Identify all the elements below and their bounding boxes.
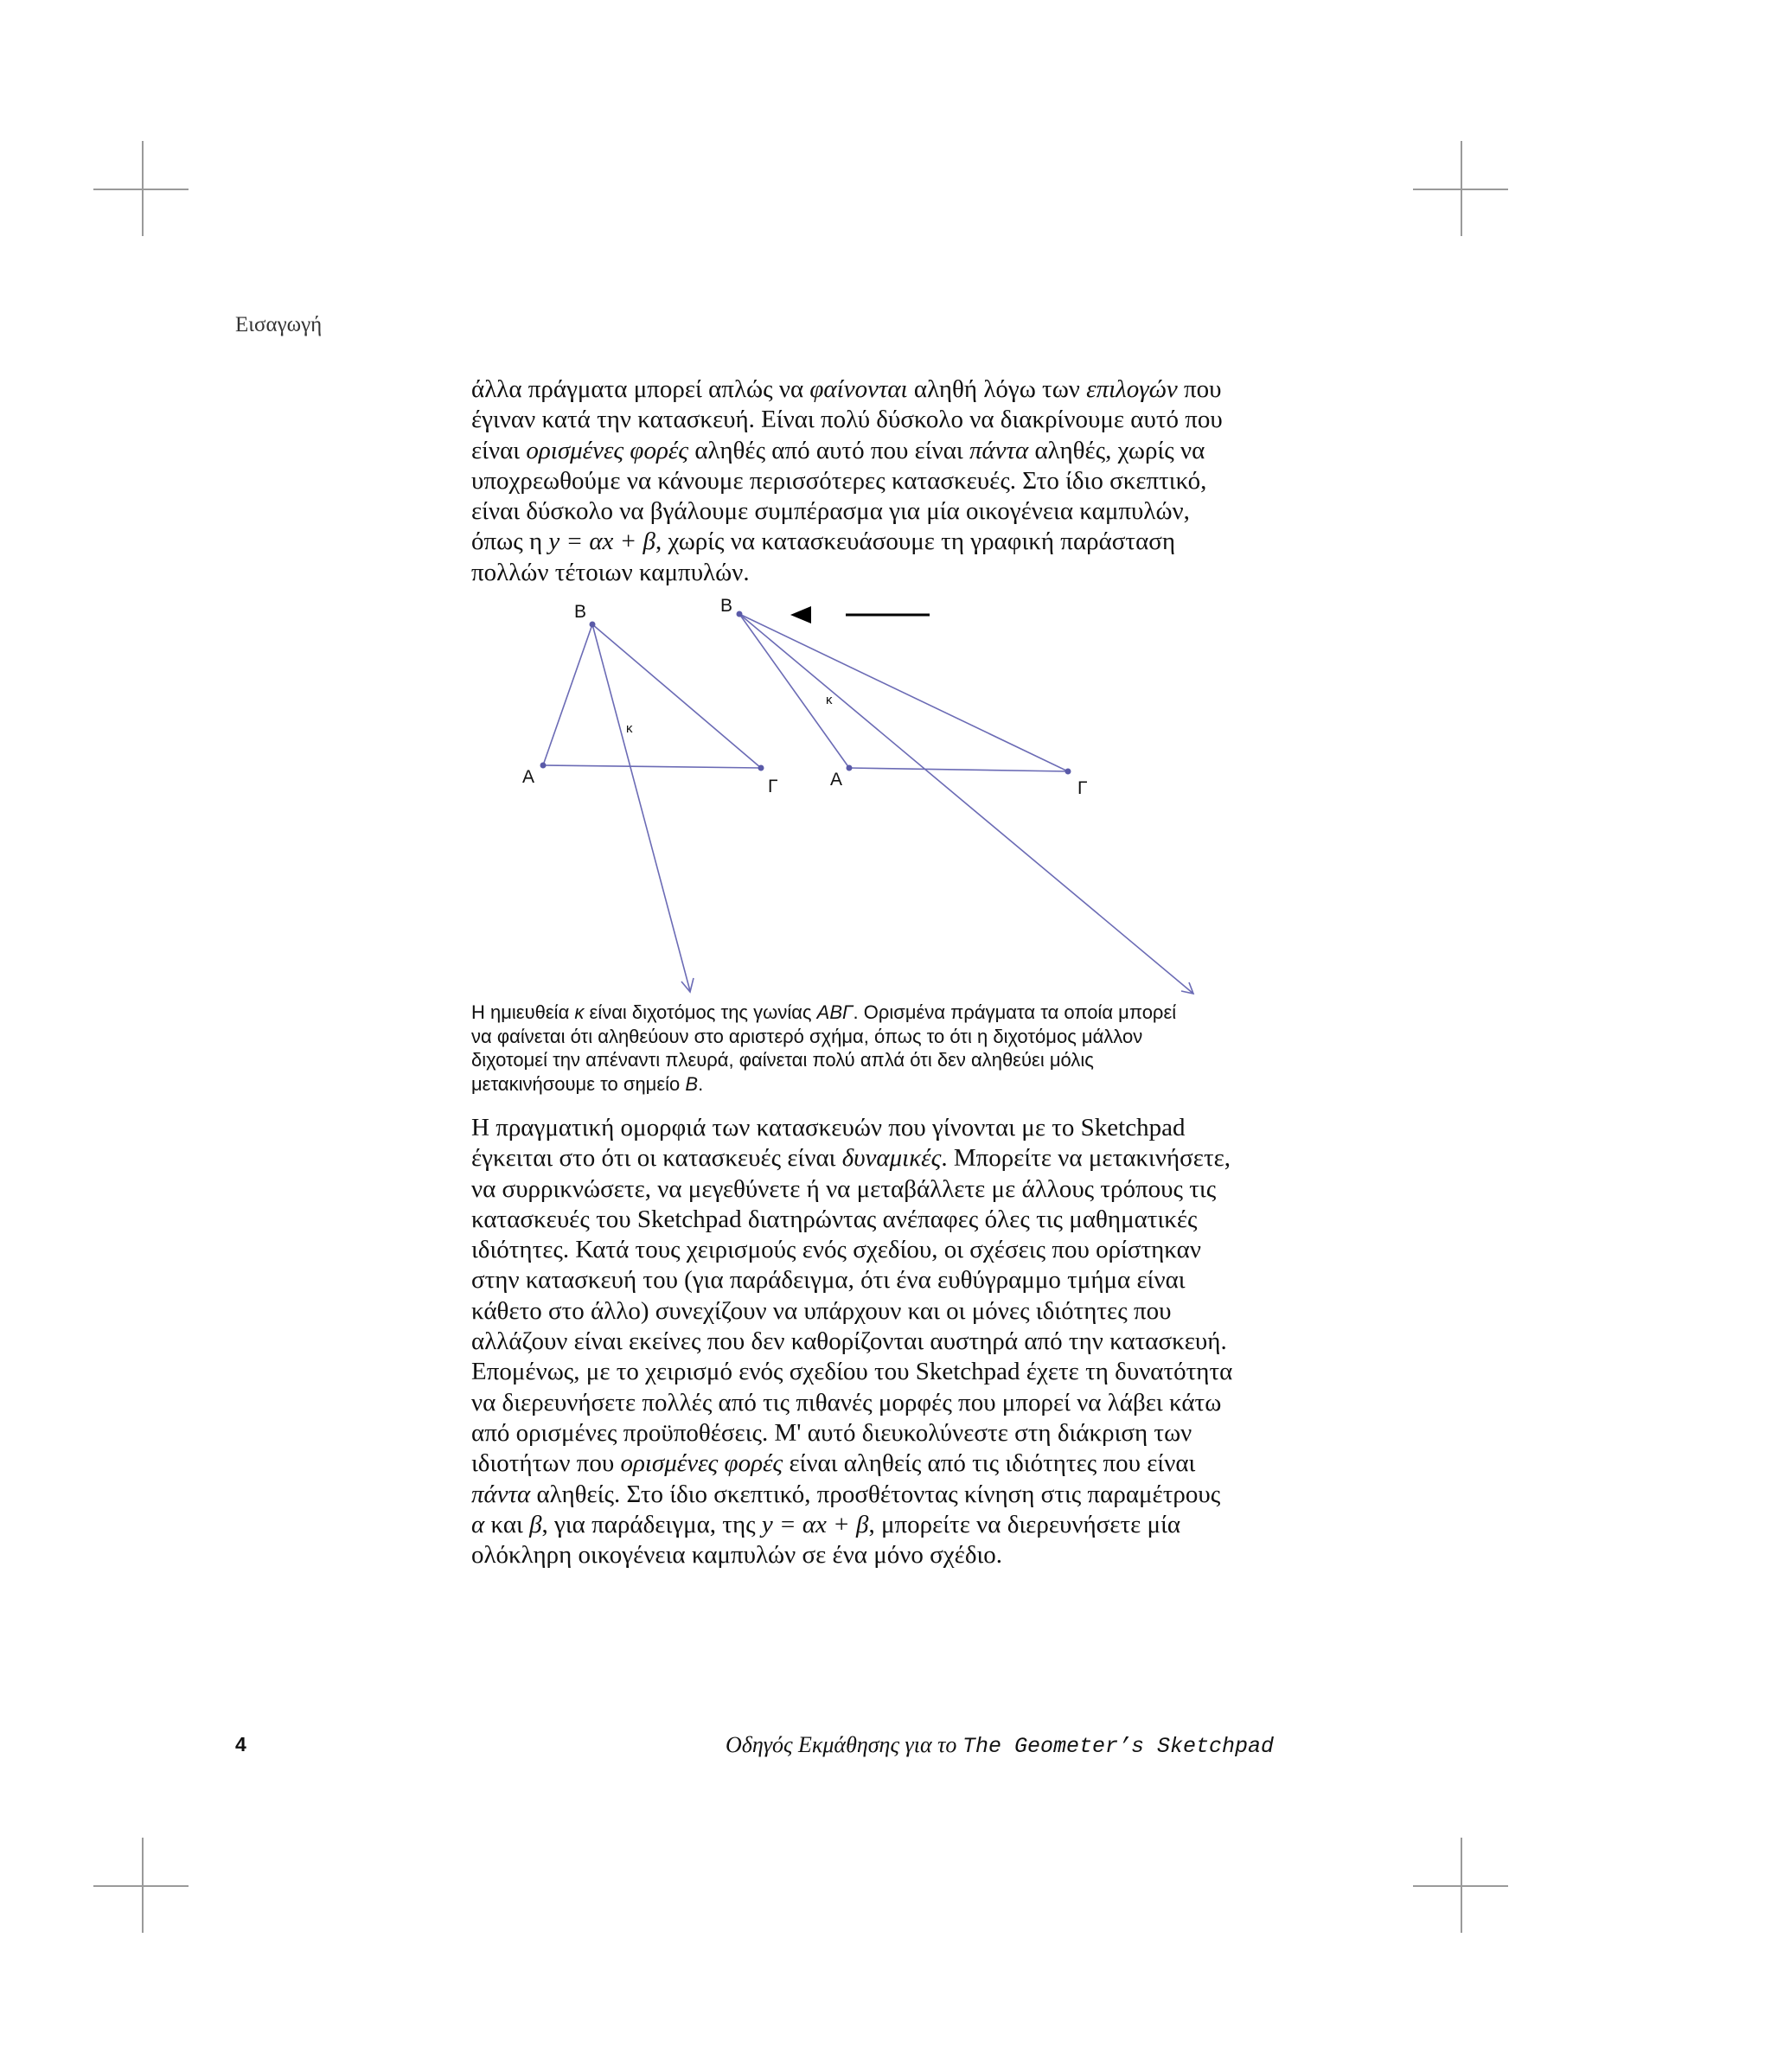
text-line: αλλάζουν είναι εκείνες που δεν καθορίζονται αυστηρά από την κατασκευή. xyxy=(471,1327,1227,1356)
text-line: να συρρικνώσετε, να μεγεθύνετε ή να μεταβάλλετε με άλλους τρόπους τις xyxy=(471,1174,1217,1203)
segment-BG xyxy=(592,624,761,768)
text-line: κάθετο στο άλλο) συνεχίζουν να υπάρχουν και οι μόνες ιδιότητες που xyxy=(471,1296,1172,1325)
text-line: πάντα αληθείς. Στο ίδιο σκεπτικό, προσθέτοντας κίνηση στις παραμέτρους xyxy=(471,1480,1221,1508)
point-A xyxy=(540,763,547,769)
crop-mark xyxy=(1461,141,1462,236)
text-line: α και β, για παράδειγμα, της y = αx + β, μπορείτε να διερευνήσετε μία xyxy=(471,1510,1181,1538)
point-G xyxy=(758,765,764,771)
crop-mark xyxy=(93,1885,189,1887)
text-line: ολόκληρη οικογένεια καμπυλών σε ένα μόνο σχέδιο. xyxy=(471,1541,1003,1570)
segment-AB xyxy=(543,624,592,765)
crop-mark xyxy=(1461,1838,1462,1933)
point-A xyxy=(847,765,853,771)
paragraph-dynamic xyxy=(471,1113,1276,1570)
label-k: κ xyxy=(626,721,633,736)
crop-mark xyxy=(142,1838,144,1933)
label-B: B xyxy=(574,602,587,622)
label-A: A xyxy=(830,770,843,790)
point-B xyxy=(590,622,596,628)
page-number: 4 xyxy=(235,1733,246,1755)
text-line: από ορισμένες προϋποθέσεις. Μ' αυτό διευκολύνεστε στη διάκριση των xyxy=(471,1418,1192,1447)
crop-mark xyxy=(142,141,144,236)
text-line: πολλών τέτοιων καμπυλών. xyxy=(471,558,750,586)
text-line: έγκειται στο ότι οι κατασκευές είναι δυναμικές. Μπορείτε να μετακινήσετε, xyxy=(471,1144,1231,1173)
segment-BG xyxy=(739,614,1068,771)
text-line: κατασκευές του Sketchpad διατηρώντας ανέπαφες όλες τις μαθηματικές xyxy=(471,1205,1198,1233)
bisector-ray-k xyxy=(592,624,690,991)
text-line: είναι δύσκολο να βγάλουμε συμπέρασμα για μία οικογένεια καμπυλών, xyxy=(471,497,1190,526)
text-line: έγιναν κατά την κατασκευή. Είναι πολύ δύσκολο να διακρίνουμε αυτό που xyxy=(471,406,1223,434)
caption-line: να φαίνεται ότι αληθεύουν στο αριστερό σχήμα, όπως το ότι η διχοτόμος μάλλον xyxy=(471,1025,1143,1047)
label-k: κ xyxy=(826,693,833,707)
text-line: είναι ορισμένες φορές αληθές από αυτό που είναι πάντα αληθές, χωρίς να xyxy=(471,436,1205,464)
label-A: A xyxy=(522,767,535,787)
point-G xyxy=(1065,769,1071,775)
figure-caption xyxy=(471,1001,1284,1096)
running-header: Εισαγωγή xyxy=(235,313,323,336)
segment-AB xyxy=(739,614,849,768)
bisector-ray-k xyxy=(739,614,1193,994)
text-line: Επομένως, με το χειρισμό ενός σχεδίου του Sketchpad έχετε τη δυνατότητα xyxy=(471,1358,1233,1386)
point-B xyxy=(737,611,743,617)
label-B: B xyxy=(720,596,733,616)
caption-line: διχοτομεί την απέναντι πλευρά, φαίνεται πολύ απλά ότι δεν αληθεύει μόλις xyxy=(471,1049,1094,1071)
triangle-bisector-figure xyxy=(484,588,1263,1003)
text-line: ιδιοτήτων που ορισμένες φορές είναι αληθείς από τις ιδιότητες που είναι xyxy=(471,1449,1196,1478)
paragraph-intro xyxy=(471,374,1276,588)
running-footer-title: Οδηγός Εκμάθησης για το The Geometer’s Sketchpad xyxy=(725,1732,1274,1759)
label-G: Γ xyxy=(768,777,778,796)
label-G: Γ xyxy=(1077,778,1088,798)
figure-svg xyxy=(484,588,1263,1003)
text-line: υποχρεωθούμε να κάνουμε περισσότερες κατασκευές. Στο ίδιο σκεπτικό, xyxy=(471,466,1207,495)
segment-AG xyxy=(543,765,761,768)
text-line: ιδιότητες. Κατά τους χειρισμούς ενός σχεδίου, οι σχέσεις που ορίστηκαν xyxy=(471,1236,1201,1264)
right-construction xyxy=(720,596,1193,994)
text-line: άλλα πράγματα μπορεί απλώς να φαίνονται αληθή λόγω των επιλογών που xyxy=(471,375,1222,403)
crop-mark xyxy=(93,189,189,190)
text-line: Η πραγματική ομορφιά των κατασκευών που γίνονται με το Sketchpad xyxy=(471,1114,1186,1142)
text-line: όπως η y = αx + β, χωρίς να κατασκευάσουμε τη γραφική παράσταση xyxy=(471,528,1176,556)
left-construction xyxy=(522,602,778,992)
segment-AG xyxy=(849,768,1068,771)
text-line: στην κατασκευή του (για παράδειγμα, ότι ένα ευθύγραμμο τμήμα είναι xyxy=(471,1266,1186,1295)
text-line: να διερευνήσετε πολλές από τις πιθανές μορφές που μπορεί να λάβει κάτω xyxy=(471,1388,1222,1417)
caption-line: μετακινήσουμε το σημείο Β. xyxy=(471,1072,704,1095)
caption-line: Η ημιευθεία κ είναι διχοτόμος της γωνίας ΑΒΓ. Ορισμένα πράγματα τα οποία μπορεί xyxy=(471,1001,1177,1023)
pointer-arrow xyxy=(790,606,930,624)
